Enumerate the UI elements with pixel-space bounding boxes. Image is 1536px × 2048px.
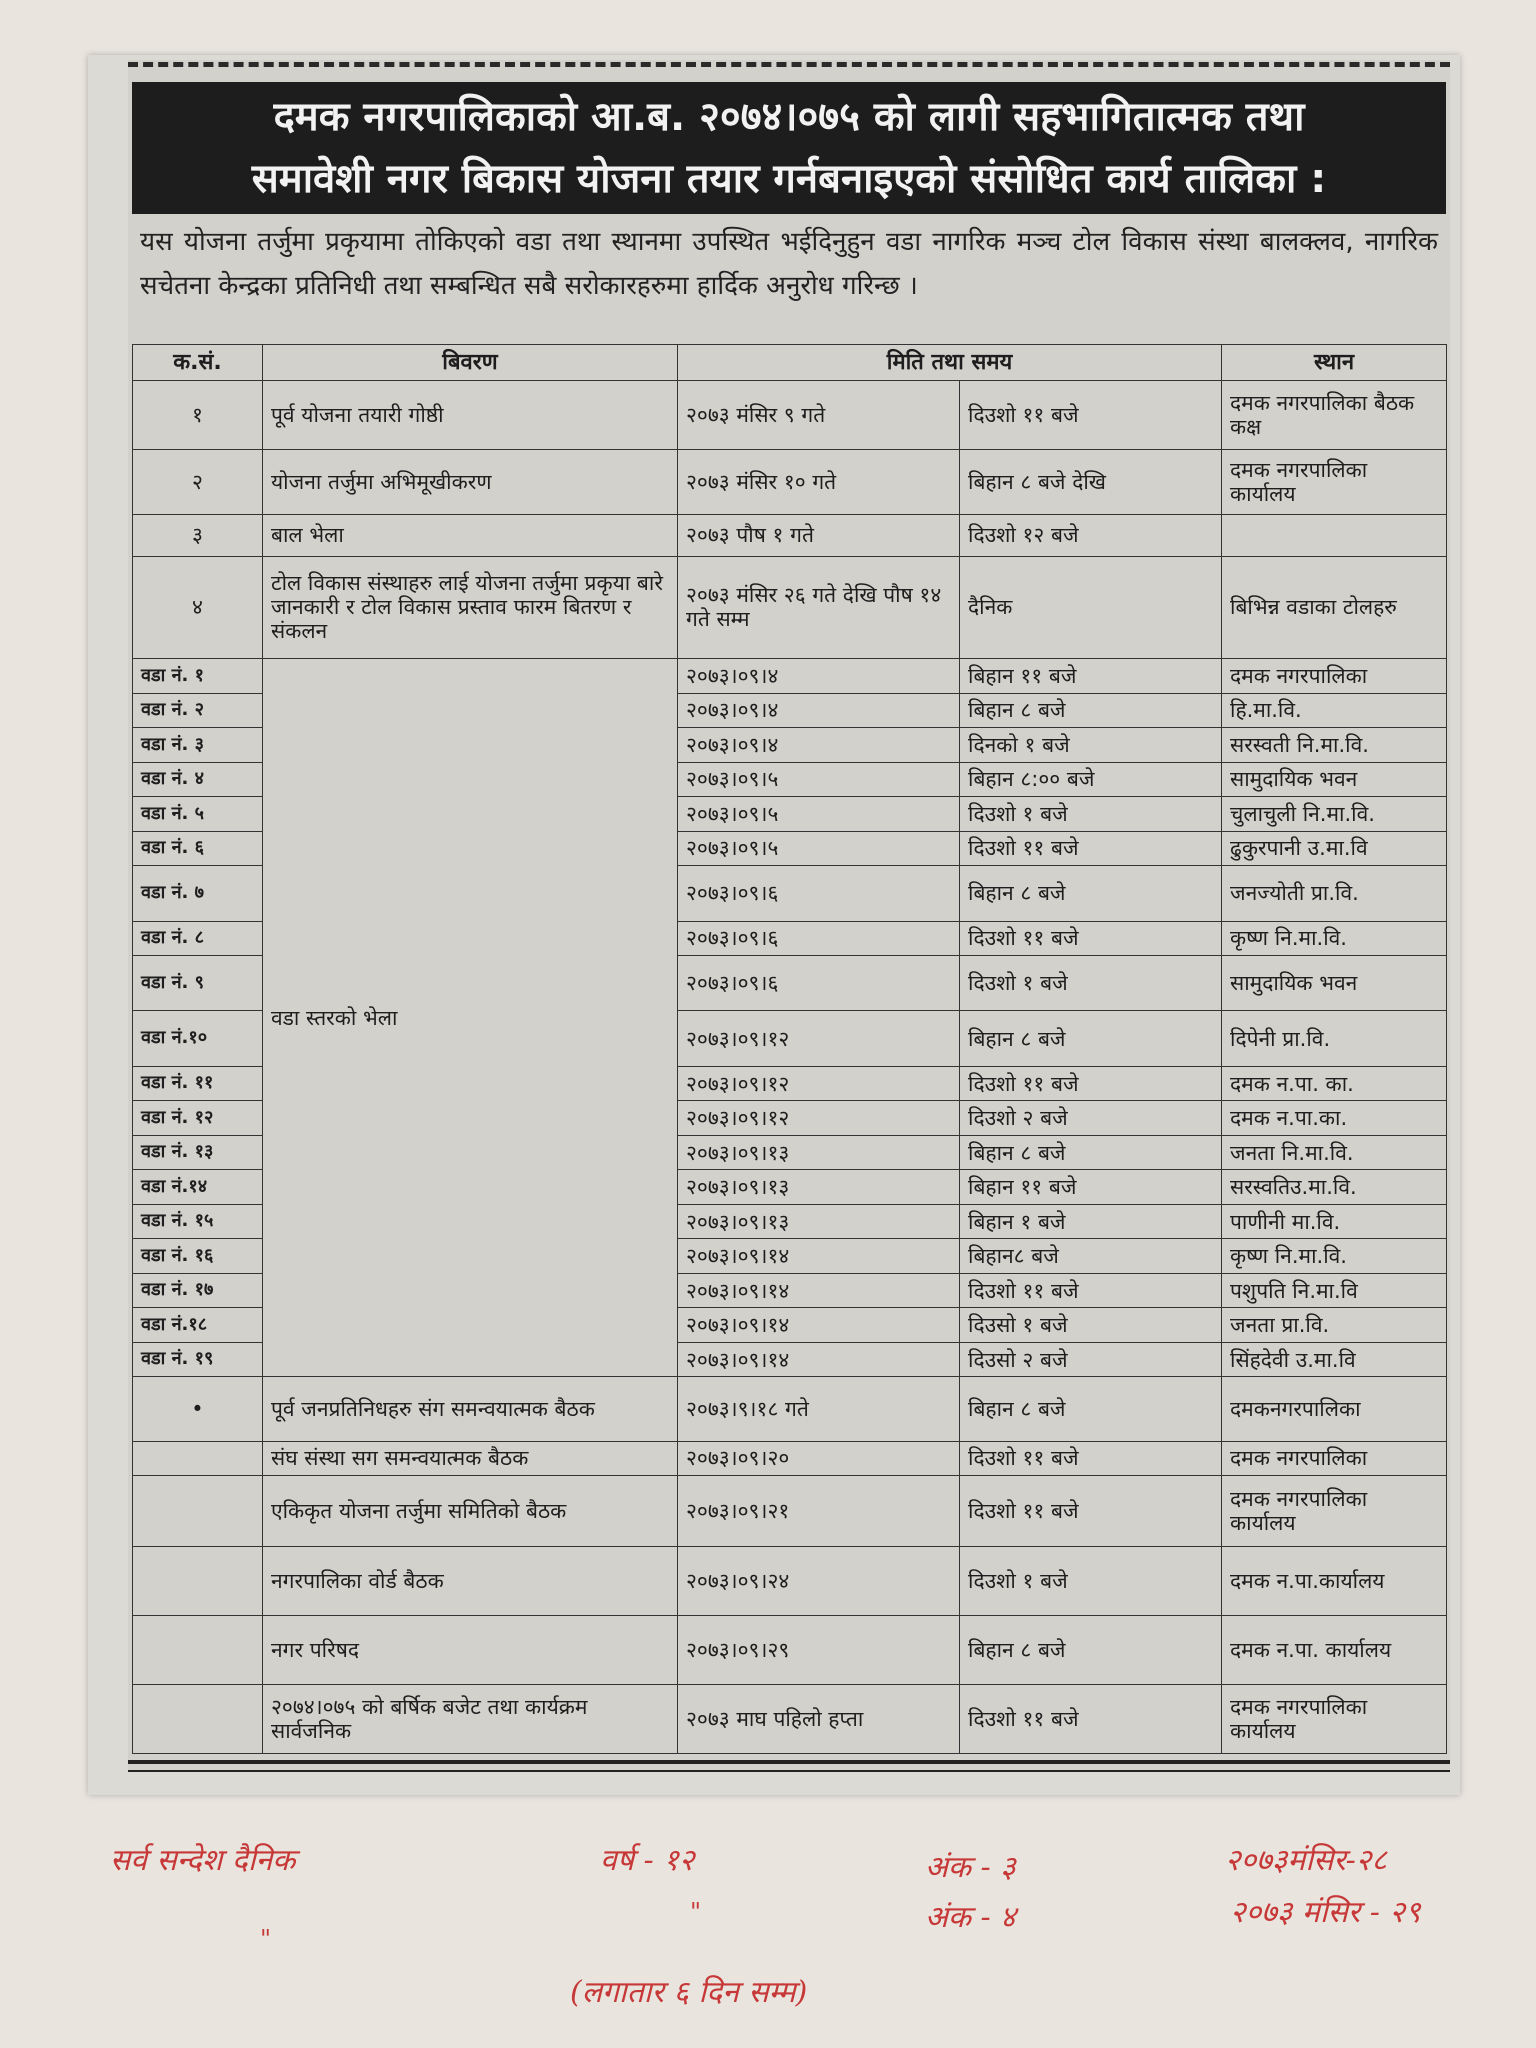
cell-sn: ३ xyxy=(133,514,263,556)
cell-time: दिउशो ११ बजे xyxy=(960,1684,1222,1753)
table-row xyxy=(133,1442,1447,1475)
cell-date: २०७३।०९।१४ xyxy=(678,1239,960,1274)
cell-sn: • xyxy=(133,1377,263,1442)
col-header-datetime: मिति तथा समय xyxy=(678,345,1222,381)
cell-place: सामुदायिक भवन xyxy=(1222,956,1447,1011)
cell-ward: वडा नं. १२ xyxy=(133,1101,263,1136)
cell-sn xyxy=(133,1684,263,1753)
cell-sn xyxy=(133,1475,263,1546)
cell-place: दमक न.पा.का. xyxy=(1222,1101,1447,1136)
cell-ward: वडा नं.१८ xyxy=(133,1308,263,1343)
cell-date: २०७३।०९।१२ xyxy=(678,1011,960,1066)
cell-ward: वडा नं. ११ xyxy=(133,1066,263,1101)
cell-time: बिहान ११ बजे xyxy=(960,1170,1222,1205)
cell-place: दमक नगरपालिका xyxy=(1222,659,1447,694)
cell-time: बिहान ८ बजे xyxy=(960,1377,1222,1442)
cell-date: २०७३ मंसिर १० गते xyxy=(678,450,960,515)
cell-ward: वडा नं. ५ xyxy=(133,797,263,832)
cell-date: २०७३।०९।६ xyxy=(678,956,960,1011)
notice-header xyxy=(132,82,1446,214)
cell-desc: नगरपालिका वोर्ड बैठक xyxy=(263,1546,678,1615)
cell-place: सामुदायिक भवन xyxy=(1222,762,1447,797)
cell-place: दमक नगरपालिका कार्यालय xyxy=(1222,1475,1447,1546)
cell-desc: संघ संस्था सग समन्वयात्मक बैठक xyxy=(263,1442,678,1475)
cell-date: २०७३।०९।१४ xyxy=(678,1273,960,1308)
handwritten-ditto-1: " xyxy=(260,1925,272,1953)
cell-date: २०७३।०९।५ xyxy=(678,797,960,832)
handwritten-date-2: २०७३ मंसिर - २९ xyxy=(1230,1895,1421,1930)
cell-sn xyxy=(133,1615,263,1684)
cell-date: २०७३।०९।४ xyxy=(678,728,960,763)
cell-place: जनज्योती प्रा.वि. xyxy=(1222,866,1447,921)
cell-desc: टोल विकास संस्थाहरु लाई योजना तर्जुमा प्रकृया बारे जानकारी र टोल विकास प्रस्ताव फारम बितरण र संकलन xyxy=(263,556,678,658)
cell-ward: वडा नं. १७ xyxy=(133,1273,263,1308)
bottom-rule-thin xyxy=(128,1770,1450,1772)
handwritten-ditto-2: " xyxy=(690,1898,702,1926)
cell-time: दिउशो ११ बजे xyxy=(960,921,1222,956)
cell-ward: वडा नं. ६ xyxy=(133,831,263,866)
table-row xyxy=(133,659,1447,694)
cell-ward: वडा नं. ८ xyxy=(133,921,263,956)
cell-date: २०७३।०९।१३ xyxy=(678,1170,960,1205)
cell-date: २०७३।०९।१३ xyxy=(678,1135,960,1170)
cell-date: २०७३।०९।४ xyxy=(678,693,960,728)
cell-place: हि.मा.वि. xyxy=(1222,693,1447,728)
intro-paragraph: यस योजना तर्जुमा प्रकृयामा तोकिएको वडा तथा स्थानमा उपस्थित भईदिनुहुन वडा नागरिक मञ्च टोल विकास संस्था बालक्लव, नागरिक सचेतना केन्द्रका प्रतिनिधी तथा सम्बन्धित सबै सरोकारहरुमा हार्दिक अनुरोध गरिन्छ । xyxy=(140,227,1438,301)
cell-place: सरस्वतिउ.मा.वि. xyxy=(1222,1170,1447,1205)
header-line-1: दमक नगरपालिकाको आ.ब. २०७४।०७५ को लागी सहभागितात्मक तथा xyxy=(273,94,1305,140)
cell-time: दिउशो ११ बजे xyxy=(960,1475,1222,1546)
cell-place: बिभिन्न वडाका टोलहरु xyxy=(1222,556,1447,658)
cell-date: २०७३।०९।६ xyxy=(678,921,960,956)
cell-time: दिउशो ११ बजे xyxy=(960,381,1222,450)
cell-sn xyxy=(133,1546,263,1615)
cell-sn: ४ xyxy=(133,556,263,658)
cell-place: दमकनगरपालिका xyxy=(1222,1377,1447,1442)
col-header-sn: क.सं. xyxy=(133,345,263,381)
header-line-2: समावेशी नगर बिकास योजना तयार गर्नबनाइएको संसोधित कार्य तालिका : xyxy=(251,156,1327,202)
cell-sn: २ xyxy=(133,450,263,515)
cell-time: दिउशो १ बजे xyxy=(960,1546,1222,1615)
cell-date: २०७३।०९।२१ xyxy=(678,1475,960,1546)
table-row xyxy=(133,556,1447,658)
cell-date: २०७३।०९।१४ xyxy=(678,1342,960,1377)
table-row xyxy=(133,381,1447,450)
schedule-table xyxy=(132,344,1447,1754)
table-row xyxy=(133,1615,1447,1684)
cell-date: २०७३।०९।१३ xyxy=(678,1204,960,1239)
col-header-desc: बिवरण xyxy=(263,345,678,381)
cell-ward: वडा नं. १५ xyxy=(133,1204,263,1239)
cell-ward: वडा नं. १९ xyxy=(133,1342,263,1377)
cell-time: बिहान ११ बजे xyxy=(960,659,1222,694)
cell-time: बिहान ८ बजे देखि xyxy=(960,450,1222,515)
cell-place: जनता नि.मा.वि. xyxy=(1222,1135,1447,1170)
table-header-row xyxy=(133,345,1447,381)
handwritten-source: सर्व सन्देश दैनिक xyxy=(110,1843,296,1878)
table-row xyxy=(133,1475,1447,1546)
handwritten-year: वर्ष - १२ xyxy=(600,1843,695,1878)
cell-date: २०७३ माघ पहिलो हप्ता xyxy=(678,1684,960,1753)
cell-ward: वडा नं. १३ xyxy=(133,1135,263,1170)
handwritten-issue-2: अंक - ४ xyxy=(925,1900,1016,1935)
handwritten-issue-1: अंक - ३ xyxy=(925,1850,1016,1885)
cell-place: पाणीनी मा.वि. xyxy=(1222,1204,1447,1239)
cell-place: दमक न.पा.कार्यालय xyxy=(1222,1546,1447,1615)
cell-time: दिउशो १२ बजे xyxy=(960,514,1222,556)
cell-time: बिहान १ बजे xyxy=(960,1204,1222,1239)
cell-ward: वडा नं. ९ xyxy=(133,956,263,1011)
cell-desc: योजना तर्जुमा अभिमूखीकरण xyxy=(263,450,678,515)
cell-time: दिउशो १ बजे xyxy=(960,956,1222,1011)
cell-ward: वडा नं.१४ xyxy=(133,1170,263,1205)
cell-time: दिनको १ बजे xyxy=(960,728,1222,763)
table-row xyxy=(133,1684,1447,1753)
cell-desc: पूर्व जनप्रतिनिधहरु संग समन्वयात्मक बैठक xyxy=(263,1377,678,1442)
cell-place: दमक नगरपालिका xyxy=(1222,1442,1447,1475)
cell-date: २०७३।०९।६ xyxy=(678,866,960,921)
cell-ward: वडा नं. ७ xyxy=(133,866,263,921)
cell-date: २०७३ मंसिर ९ गते xyxy=(678,381,960,450)
cell-time: बिहान ८ बजे xyxy=(960,866,1222,921)
cell-place: कृष्ण नि.मा.वि. xyxy=(1222,921,1447,956)
table-row xyxy=(133,514,1447,556)
cell-ward: वडा नं. ४ xyxy=(133,762,263,797)
cell-time: दिउसो १ बजे xyxy=(960,1308,1222,1343)
cell-time: दिउशो ११ बजे xyxy=(960,831,1222,866)
cell-date: २०७३ पौष १ गते xyxy=(678,514,960,556)
cell-desc: एकिकृत योजना तर्जुमा समितिको बैठक xyxy=(263,1475,678,1546)
cell-place: दिपेनी प्रा.वि. xyxy=(1222,1011,1447,1066)
cell-time: दिउशो ११ बजे xyxy=(960,1273,1222,1308)
table-row xyxy=(133,1377,1447,1442)
top-dashed-border xyxy=(128,62,1450,67)
cell-time: बिहान ८:०० बजे xyxy=(960,762,1222,797)
cell-date: २०७३।०९।४ xyxy=(678,659,960,694)
cell-place: कृष्ण नि.मा.वि. xyxy=(1222,1239,1447,1274)
cell-time: दिउशो ११ बजे xyxy=(960,1442,1222,1475)
cell-time: दिउशो १ बजे xyxy=(960,797,1222,832)
cell-date: २०७३।९।१८ गते xyxy=(678,1377,960,1442)
cell-place: ढुकुरपानी उ.मा.वि xyxy=(1222,831,1447,866)
cell-desc: बाल भेला xyxy=(263,514,678,556)
cell-date: २०७३।०९।२० xyxy=(678,1442,960,1475)
cell-date: २०७३।०९।५ xyxy=(678,762,960,797)
cell-time: बिहान८ बजे xyxy=(960,1239,1222,1274)
cell-place: जनता प्रा.वि. xyxy=(1222,1308,1447,1343)
cell-place: सरस्वती नि.मा.वि. xyxy=(1222,728,1447,763)
cell-time: दैनिक xyxy=(960,556,1222,658)
cell-date: २०७३।०९।१२ xyxy=(678,1101,960,1136)
cell-place: दमक नगरपालिका कार्यालय xyxy=(1222,450,1447,515)
cell-date: २०७३ मंसिर २६ गते देखि पौष १४ गते सम्म xyxy=(678,556,960,658)
cell-sn xyxy=(133,1442,263,1475)
cell-time: दिउशो २ बजे xyxy=(960,1101,1222,1136)
cell-ward: वडा नं. १६ xyxy=(133,1239,263,1274)
cell-ward: वडा नं. ३ xyxy=(133,728,263,763)
cell-date: २०७३।०९।१२ xyxy=(678,1066,960,1101)
cell-desc: नगर परिषद xyxy=(263,1615,678,1684)
cell-ward-desc: वडा स्तरको भेला xyxy=(263,659,678,1377)
cell-date: २०७३।०९।५ xyxy=(678,831,960,866)
cell-place: दमक नगरपालिका बैठक कक्ष xyxy=(1222,381,1447,450)
cell-place: दमक न.पा. कार्यालय xyxy=(1222,1615,1447,1684)
cell-place: चुलाचुली नि.मा.वि. xyxy=(1222,797,1447,832)
cell-time: बिहान ८ बजे xyxy=(960,1011,1222,1066)
cell-time: बिहान ८ बजे xyxy=(960,1615,1222,1684)
cell-date: २०७३।०९।१४ xyxy=(678,1308,960,1343)
cell-ward: वडा नं. २ xyxy=(133,693,263,728)
cell-place: पशुपति नि.मा.वि xyxy=(1222,1273,1447,1308)
table-row xyxy=(133,1546,1447,1615)
cell-place: दमक नगरपालिका कार्यालय xyxy=(1222,1684,1447,1753)
cell-ward: वडा नं.१० xyxy=(133,1011,263,1066)
cell-time: दिउसो २ बजे xyxy=(960,1342,1222,1377)
cell-desc: २०७४।०७५ को बर्षिक बजेट तथा कार्यक्रम सार्वजनिक xyxy=(263,1684,678,1753)
cell-date: २०७३।०९।२९ xyxy=(678,1615,960,1684)
cell-place: सिंहदेवी उ.मा.वि xyxy=(1222,1342,1447,1377)
cell-date: २०७३।०९।२४ xyxy=(678,1546,960,1615)
cell-sn: १ xyxy=(133,381,263,450)
bottom-rule xyxy=(128,1760,1450,1764)
col-header-place: स्थान xyxy=(1222,345,1447,381)
cell-desc: पूर्व योजना तयारी गोष्ठी xyxy=(263,381,678,450)
table-row xyxy=(133,450,1447,515)
handwritten-note: (लगातार ६ दिन सम्म) xyxy=(570,1975,808,2010)
cell-place: दमक न.पा. का. xyxy=(1222,1066,1447,1101)
cell-ward: वडा नं. १ xyxy=(133,659,263,694)
cell-time: बिहान ८ बजे xyxy=(960,693,1222,728)
cell-time: बिहान ८ बजे xyxy=(960,1135,1222,1170)
paper-edge-marks xyxy=(420,0,940,40)
cell-place xyxy=(1222,514,1447,556)
handwritten-date-1: २०७३मंसिर-२८ xyxy=(1225,1843,1387,1878)
cell-time: दिउशो ११ बजे xyxy=(960,1066,1222,1101)
